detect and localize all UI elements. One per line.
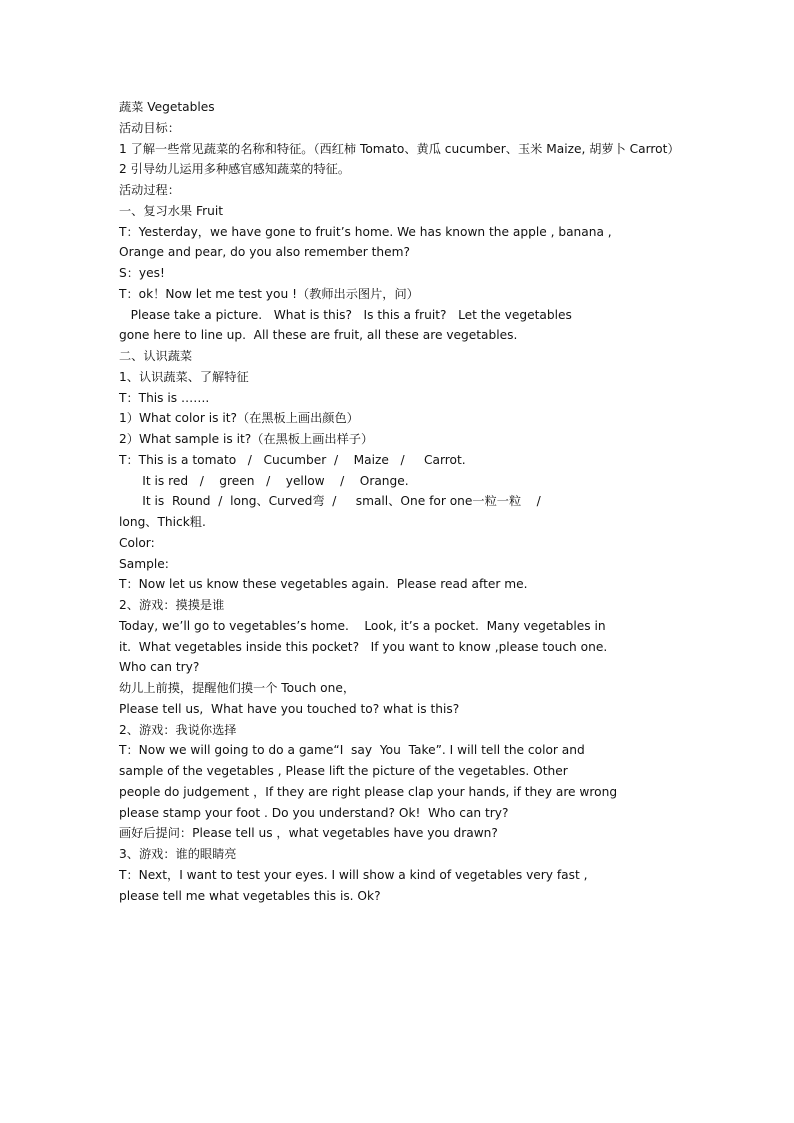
section-heading-process: 活动过程： bbox=[119, 183, 180, 197]
text-line: people do judgement ，If they are right please clap your hands, if they are wrong bbox=[119, 784, 618, 799]
goal-1-line: 1 了解一些常见蔬菜的名称和特征。（西红柿 Tomato、黄瓜 cucumber、玉米 Maize, 胡萝卜 Carrot） bbox=[119, 141, 680, 156]
subsection-heading: 2、游戏：我说你选择 bbox=[119, 722, 237, 737]
text-line: T：This is ……. bbox=[119, 390, 210, 405]
text-line: 幼儿上前摸，提醒他们摸一个 Touch one， bbox=[119, 681, 356, 695]
lesson-plan-text bbox=[119, 97, 699, 906]
text-line: It is Round / long、Curved弯 / small、One for one一粒一粒 / bbox=[119, 494, 541, 509]
subsection-heading: 3、游戏：谁的眼睛亮 bbox=[119, 847, 237, 861]
text-line: Who can try? bbox=[119, 660, 200, 675]
text-line: Please take a picture. What is this? Is this a fruit? Let the vegetables bbox=[119, 307, 572, 322]
text-line: S：yes! bbox=[119, 266, 165, 280]
text-line: 画好后提问：Please tell us ，what vegetables have you drawn? bbox=[119, 826, 498, 841]
part-1-heading: 一、复习水果 Fruit bbox=[119, 203, 224, 218]
text-line: It is red / green / yellow / Orange. bbox=[119, 473, 409, 488]
text-line: T：This is a tomato / Cucumber / Maize / Carrot. bbox=[119, 452, 466, 467]
text-line: T：Now we will going to do a game“I say You Take”. I will tell the color and bbox=[119, 743, 585, 758]
text-line: T：Next，I want to test your eyes. I will show a kind of vegetables very fast , bbox=[119, 867, 588, 882]
text-line: 1）What color is it?（在黑板上画出颜色） bbox=[119, 411, 359, 426]
text-line: gone here to line up. All these are fruit, all these are vegetables. bbox=[119, 328, 518, 343]
text-line: Sample: bbox=[119, 556, 169, 571]
text-line: T：ok！Now let me test you !（教师出示图片，问） bbox=[119, 286, 419, 301]
text-line: T：Yesterday，we have gone to fruit’s home. We has known the apple , banana , bbox=[119, 224, 612, 239]
text-line: 2）What sample is it?（在黑板上画出样子） bbox=[119, 432, 374, 446]
text-line: Orange and pear, do you also remember them? bbox=[119, 245, 410, 260]
text-line: Please tell us, What have you touched to? what is this? bbox=[119, 701, 460, 716]
section-heading-goals: 活动目标： bbox=[119, 120, 180, 135]
text-line: please tell me what vegetables this is. Ok? bbox=[119, 888, 381, 903]
text-line: sample of the vegetables , Please lift the picture of the vegetables. Other bbox=[119, 764, 568, 778]
text-line: long、Thick粗. bbox=[119, 515, 206, 529]
text-line: T：Now let us know these vegetables again. Please read after me. bbox=[119, 577, 528, 592]
subsection-heading: 1、认识蔬菜、了解特征 bbox=[119, 369, 249, 384]
text-line: Color: bbox=[119, 535, 155, 550]
text-line: please stamp your foot . Do you understand? Ok! Who can try? bbox=[119, 805, 509, 820]
title-line: 蔬菜 Vegetables bbox=[119, 100, 215, 114]
subsection-heading: 2、游戏：摸摸是谁 bbox=[119, 598, 225, 612]
text-line: Today, we’ll go to vegetables’s home. Look, it’s a pocket. Many vegetables in bbox=[119, 618, 606, 633]
goal-2-line: 2 引导幼儿运用多种感官感知蔬菜的特征。 bbox=[119, 162, 351, 177]
part-2-heading: 二、认识蔬菜 bbox=[119, 349, 193, 363]
text-line: it. What vegetables inside this pocket? If you want to know ,please touch one. bbox=[119, 639, 608, 654]
